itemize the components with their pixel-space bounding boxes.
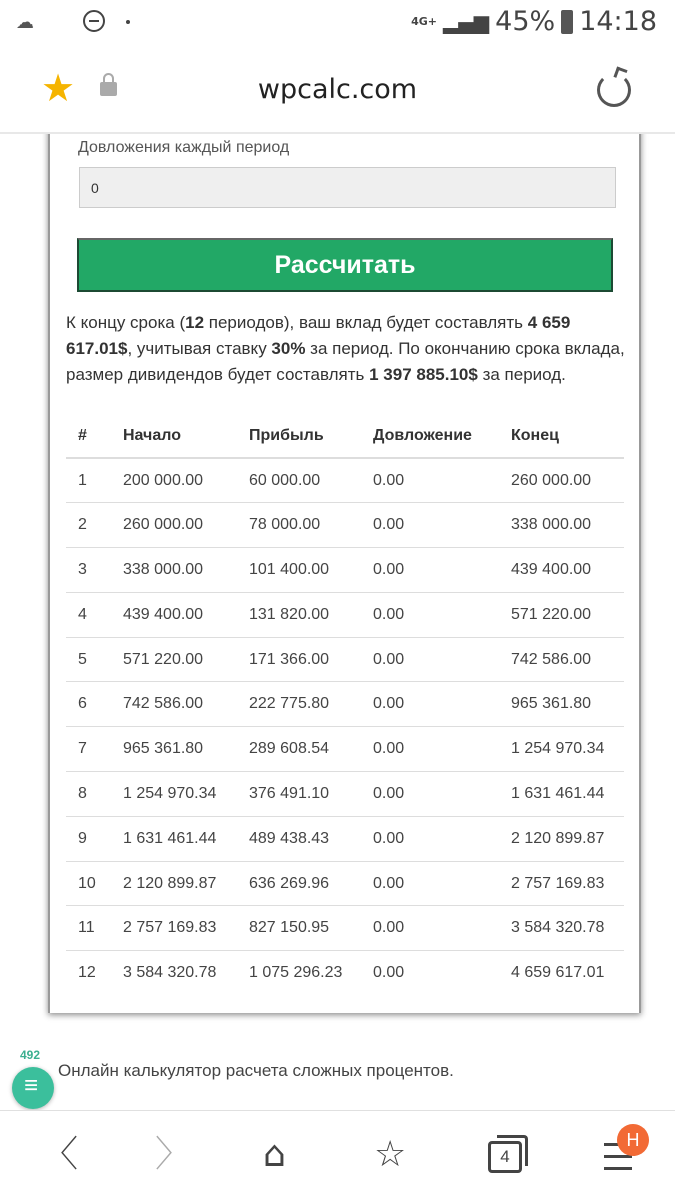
table-cell: 2 757 169.83 <box>511 861 624 906</box>
table-cell: 1 <box>66 458 123 503</box>
table-row <box>66 592 624 637</box>
battery-icon <box>561 10 573 34</box>
summary-text: К концу срока ( <box>66 313 186 332</box>
table-row <box>66 548 624 593</box>
do-not-disturb-icon <box>83 10 105 32</box>
table-cell: 1 075 296.23 <box>249 964 343 982</box>
total-value: 4 659 617.01$ <box>66 313 571 358</box>
bookmark-star-icon[interactable]: ★ <box>41 68 76 110</box>
table-cell: 338 000.00 <box>123 548 249 593</box>
table-cell: 0.00 <box>373 682 511 727</box>
result-summary <box>66 310 626 388</box>
results-table <box>66 414 624 996</box>
topup-label: Довложения каждый период <box>78 139 290 156</box>
table-row <box>66 772 624 817</box>
table-row <box>66 816 624 861</box>
table-cell: 0.00 <box>373 861 511 906</box>
topup-input[interactable]: 0 <box>79 167 616 208</box>
table-cell: 0.00 <box>373 548 511 593</box>
table-cell: 7 <box>66 727 123 772</box>
table-cell: 0.00 <box>373 503 511 548</box>
table-cell: 439 400.00 <box>511 548 624 593</box>
table-row <box>66 951 624 996</box>
table-cell: 10 <box>66 861 123 906</box>
url-field[interactable]: wpcalc.com <box>257 74 418 105</box>
table-row <box>66 503 624 548</box>
table-cell: 260 000.00 <box>123 503 249 548</box>
dividend-value: 1 397 885.10$ <box>369 365 478 384</box>
browser-toolbar <box>0 1110 675 1200</box>
table-cell: 0.00 <box>373 816 511 861</box>
table-cell: 0.00 <box>373 964 405 982</box>
table-cell: 131 820.00 <box>249 592 373 637</box>
table-cell: 0.00 <box>373 637 511 682</box>
table-cell: 1 631 461.44 <box>123 816 249 861</box>
table-cell: 2 120 899.87 <box>511 816 624 861</box>
home-icon[interactable]: ⌂ <box>263 1134 286 1175</box>
rate-value: 30% <box>271 339 306 358</box>
table-cell: 4 659 617.01 <box>511 964 605 982</box>
table-row <box>66 637 624 682</box>
page-description: Онлайн калькулятор расчета сложных процентов. <box>58 1061 454 1080</box>
table-cell: 11 <box>66 906 123 951</box>
table-cell: 260 000.00 <box>511 458 624 503</box>
comments-count: 492 <box>20 1048 41 1062</box>
summary-text: за период. <box>477 365 566 384</box>
table-row <box>66 906 624 951</box>
header-row <box>66 414 624 458</box>
table-cell: 827 150.95 <box>249 906 373 951</box>
table-cell: 742 586.00 <box>123 682 249 727</box>
table-cell: 60 000.00 <box>249 458 373 503</box>
signal-icon: ▂▄▆ <box>443 9 490 34</box>
clock: 14:18 <box>579 6 657 37</box>
address-bar <box>0 48 675 134</box>
table-cell: 78 000.00 <box>249 503 373 548</box>
table-cell: 289 608.54 <box>249 727 373 772</box>
profile-badge[interactable]: H <box>617 1124 649 1156</box>
column-header: Конец <box>511 414 624 458</box>
table-cell: 376 491.10 <box>249 772 373 817</box>
forward-icon[interactable]: 〉 <box>155 1134 192 1175</box>
column-header: Прибыль <box>249 414 373 458</box>
table-cell: 3 <box>66 548 123 593</box>
table-cell: 489 438.43 <box>249 816 373 861</box>
table-cell: 0.00 <box>373 727 511 772</box>
table-cell: 200 000.00 <box>123 458 249 503</box>
table-cell: 636 269.96 <box>249 861 373 906</box>
table-cell: 4 <box>66 592 123 637</box>
table-row <box>66 458 624 503</box>
battery-level: 45% <box>495 6 556 37</box>
table-cell: 5 <box>66 637 123 682</box>
table-cell: 0.00 <box>373 906 511 951</box>
back-icon[interactable]: 〈 <box>42 1134 79 1175</box>
table-row <box>66 682 624 727</box>
comments-chat-icon[interactable] <box>12 1067 54 1109</box>
table-cell: 12 <box>78 964 96 982</box>
table-cell: 742 586.00 <box>511 637 624 682</box>
summary-text: за период. По окончанию срока вклада, размер дивидендов будет составлять <box>66 339 625 384</box>
tabs-button[interactable]: 4 <box>488 1141 522 1173</box>
table-cell: 2 <box>66 503 123 548</box>
table-cell: 338 000.00 <box>511 503 624 548</box>
reload-icon[interactable] <box>597 73 631 107</box>
calculate-button[interactable]: Рассчитать <box>77 238 613 292</box>
table-cell: 571 220.00 <box>511 592 624 637</box>
table-cell: 1 254 970.34 <box>511 727 624 772</box>
table-row <box>66 861 624 906</box>
table-cell: 3 584 320.78 <box>511 906 624 951</box>
table-cell: 0.00 <box>373 592 511 637</box>
table-cell: 3 584 320.78 <box>123 964 217 982</box>
table-cell: 2 757 169.83 <box>123 906 249 951</box>
table-cell: 8 <box>66 772 123 817</box>
table-cell: 1 631 461.44 <box>511 772 624 817</box>
network-type: 4G+ <box>411 15 438 28</box>
column-header: Довложение <box>373 414 511 458</box>
table-cell: 965 361.80 <box>123 727 249 772</box>
table-row <box>66 727 624 772</box>
table-cell: 2 120 899.87 <box>123 861 249 906</box>
notification-dot-icon <box>126 20 130 24</box>
table-cell: 0.00 <box>373 772 511 817</box>
summary-text: периодов), ваш вклад будет составлять <box>204 313 528 332</box>
table-cell: 6 <box>66 682 123 727</box>
table-cell: 0.00 <box>373 458 511 503</box>
table-cell: 965 361.80 <box>511 682 624 727</box>
table-cell: 222 775.80 <box>249 682 373 727</box>
cloud-download-icon: ☁ <box>16 12 34 33</box>
table-cell: 439 400.00 <box>123 592 249 637</box>
table-cell: 9 <box>66 816 123 861</box>
periods-value: 12 <box>185 313 205 332</box>
table-cell: 571 220.00 <box>123 637 249 682</box>
column-header: # <box>66 414 123 458</box>
table-cell: 1 254 970.34 <box>123 772 249 817</box>
status-bar <box>0 0 675 48</box>
column-header: Начало <box>123 414 249 458</box>
table-cell: 101 400.00 <box>249 548 373 593</box>
bookmarks-icon[interactable]: ☆ <box>374 1134 407 1175</box>
summary-text: , учитывая ставку <box>127 339 272 358</box>
table-cell: 171 366.00 <box>249 637 373 682</box>
